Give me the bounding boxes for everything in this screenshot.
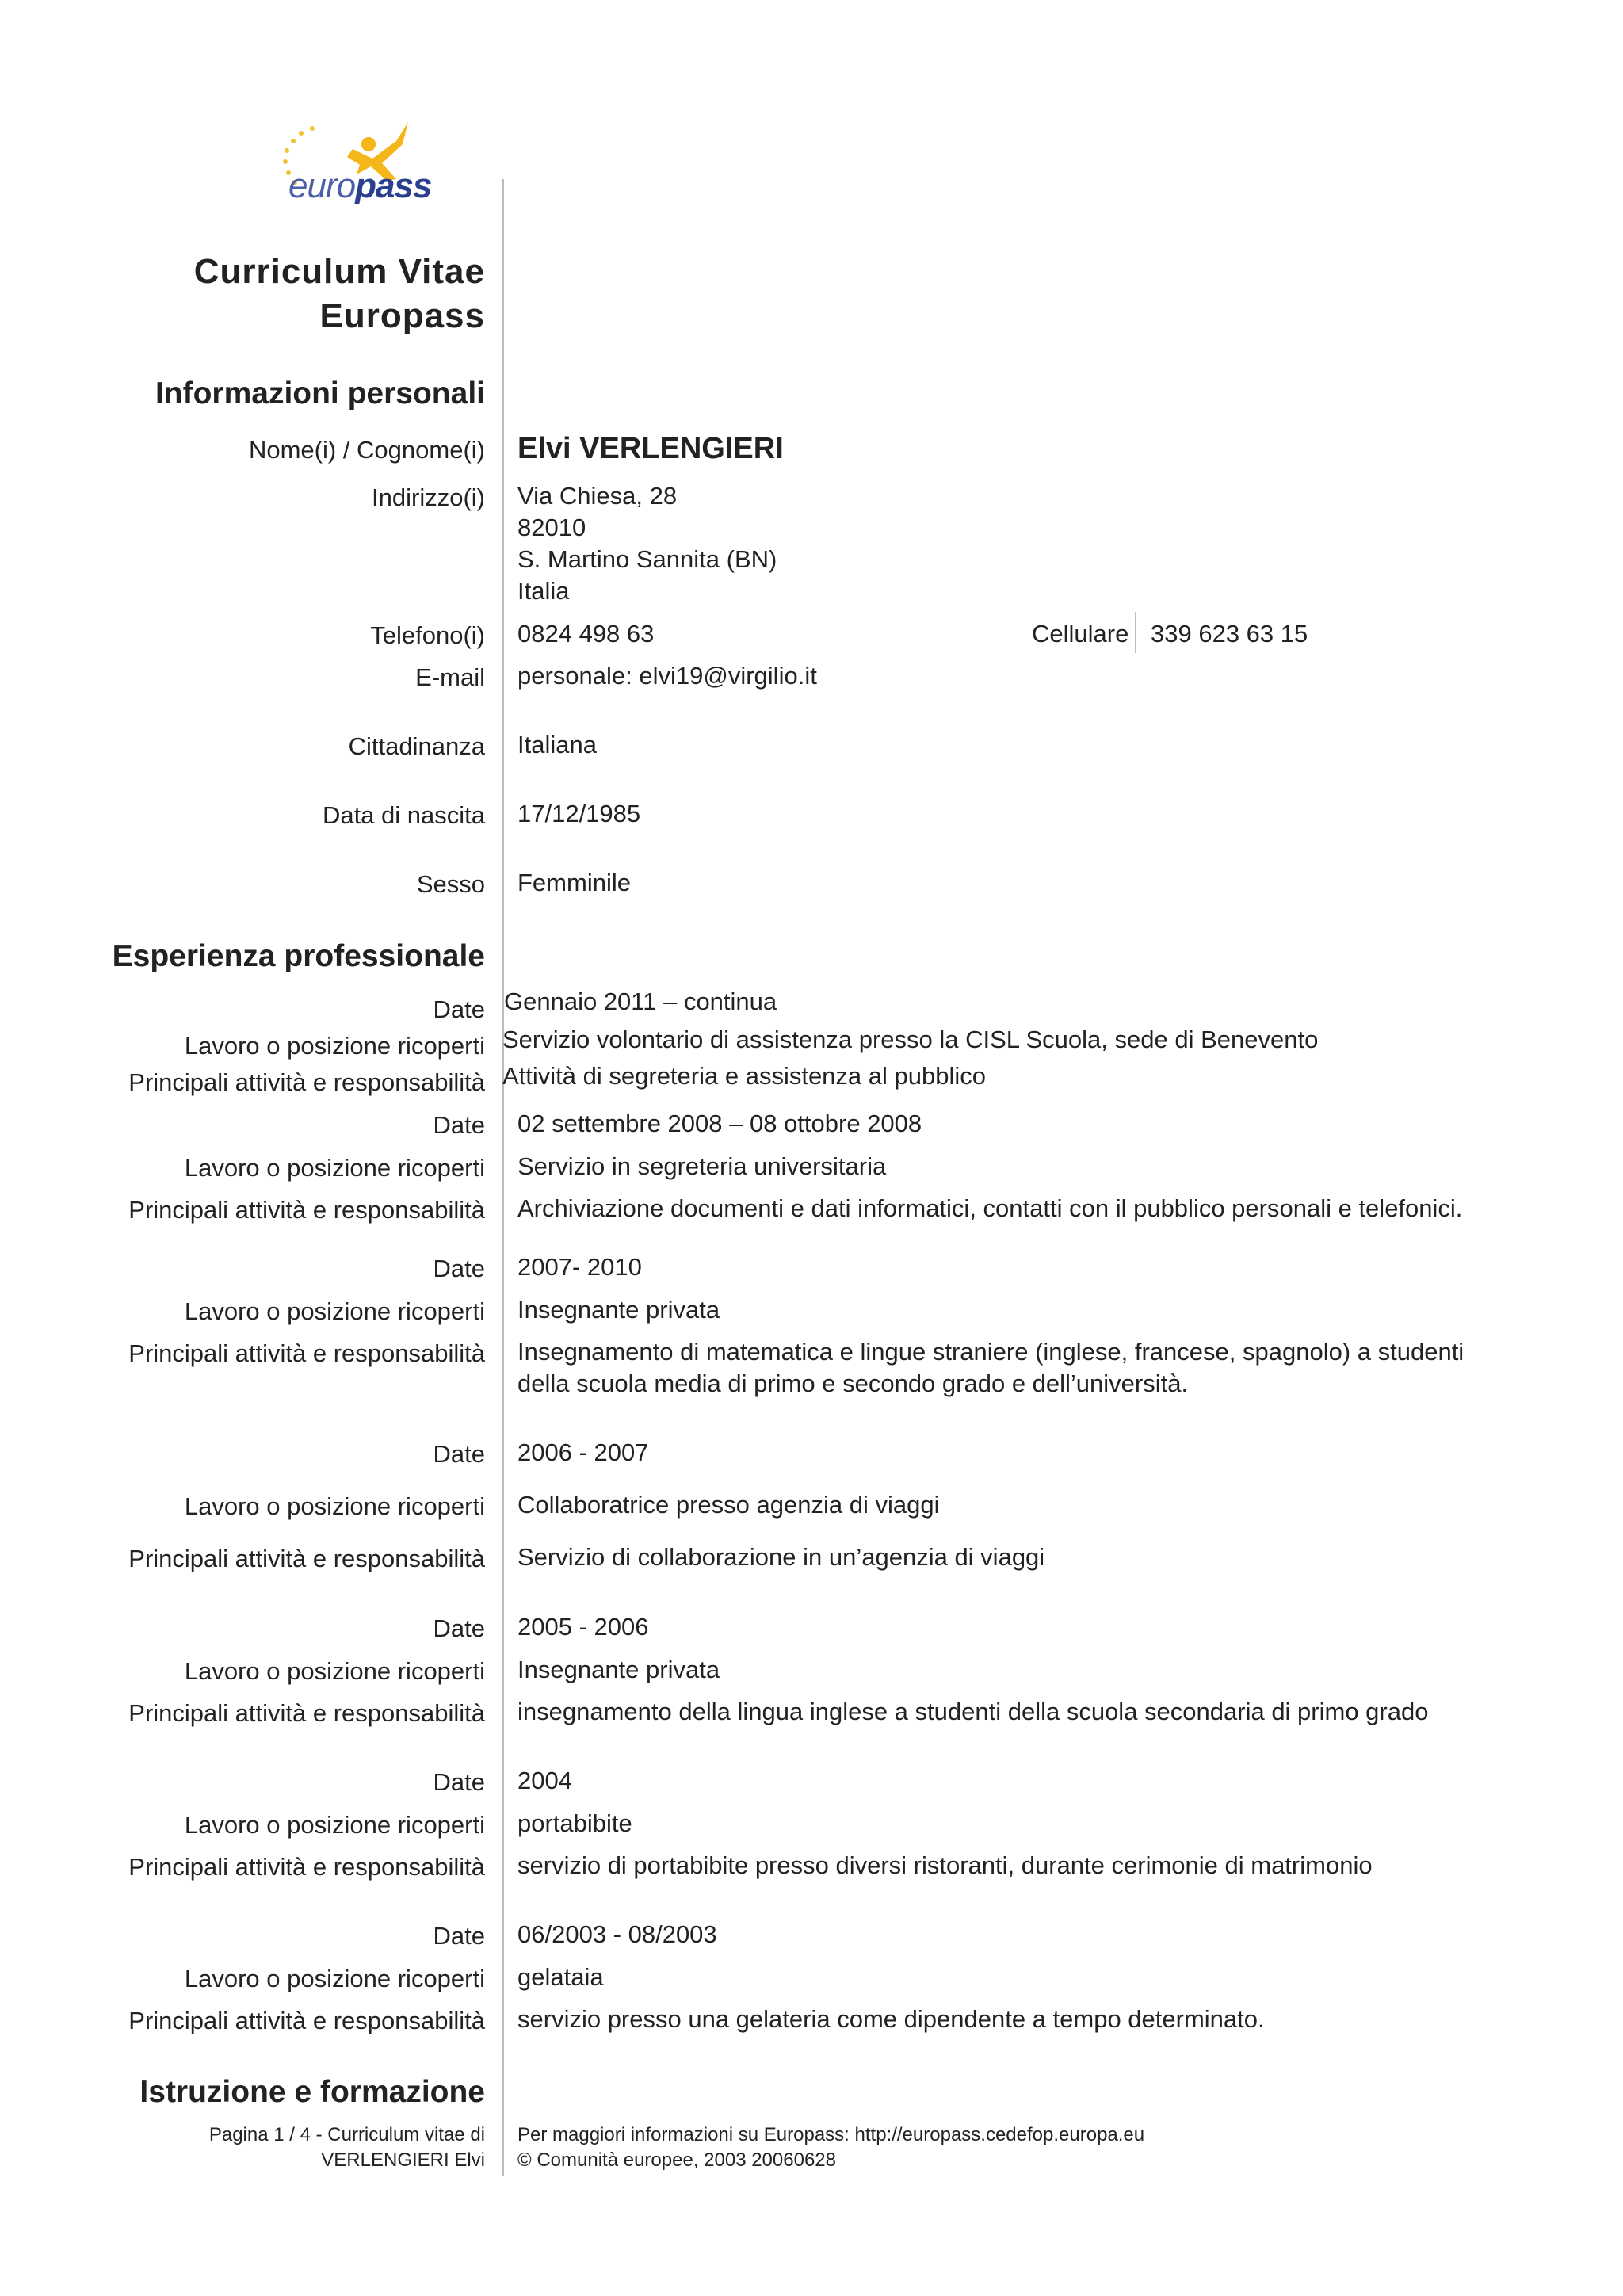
experience-date: Gennaio 2011 – continua	[504, 988, 777, 1015]
column-divider	[502, 179, 504, 2176]
duties-label: Principali attività e responsabilità	[128, 1339, 485, 1367]
email-label: E-mail	[415, 663, 485, 691]
duties-label: Principali attività e responsabilità	[128, 1068, 485, 1096]
title-line-2: Europass	[319, 296, 485, 335]
experience-job: Insegnante privata	[517, 1656, 720, 1683]
duties-label: Principali attività e responsabilità	[128, 2007, 485, 2034]
mobile-value: 339 623 63 15	[1151, 620, 1308, 648]
footer-copyright: © Comunità europee, 2003 20060628	[517, 2149, 836, 2171]
duties-label: Principali attività e responsabilità	[128, 1699, 485, 1727]
date-label: Date	[433, 1111, 485, 1139]
footer-page-line-1: Pagina 1 / 4 - Curriculum vitae di	[208, 2124, 485, 2145]
date-label: Date	[433, 1922, 485, 1950]
birth-date-label: Data di nascita	[322, 801, 485, 829]
birth-date-value: 17/12/1985	[517, 800, 641, 827]
section-education: Istruzione e formazione	[139, 2075, 485, 2109]
job-label: Lavoro o posizione ricoperti	[184, 1032, 485, 1060]
experience-duties: Servizio di collaborazione in un’agenzia di viaggi	[517, 1543, 1045, 1571]
experience-duties: Insegnamento di matematica e lingue straniere (inglese, francese, spagnolo) a studenti della scuola media di primo e secondo grado e dell’università.	[517, 1338, 1465, 1397]
cv-title	[194, 250, 485, 338]
name-label: Nome(i) / Cognome(i)	[248, 436, 485, 464]
footer-page-info	[209, 2122, 485, 2173]
job-label: Lavoro o posizione ricoperti	[184, 1492, 485, 1520]
experience-date: 06/2003 - 08/2003	[517, 1920, 717, 1948]
date-label: Date	[433, 1440, 485, 1468]
footer-page-line-2: VERLENGIERI Elvi	[321, 2149, 485, 2171]
footer-europass-info	[517, 2122, 1144, 2173]
experience-job: Servizio in segreteria universitaria	[517, 1152, 887, 1180]
experience-job: Servizio volontario di assistenza presso la CISL Scuola, sede di Benevento	[502, 1026, 1319, 1053]
experience-job: Insegnante privata	[517, 1296, 720, 1324]
experience-duties: Attività di segreteria e assistenza al pubblico	[502, 1062, 986, 1090]
footer-info-link[interactable]: Per maggiori informazioni su Europass: http://europass.cedefop.europa.eu	[517, 2124, 1145, 2145]
address-label: Indirizzo(i)	[372, 483, 485, 511]
experience-job: portabibite	[517, 1809, 632, 1837]
experience-duties: Archiviazione documenti e dati informatici, contatti con il pubblico personali e telefonici.	[517, 1194, 1463, 1222]
job-label: Lavoro o posizione ricoperti	[184, 1965, 485, 1992]
experience-date: 2005 - 2006	[517, 1613, 649, 1641]
address-line: Italia	[517, 577, 570, 605]
mobile-label: Cellulare	[1032, 620, 1129, 648]
sex-value: Femminile	[517, 869, 631, 896]
logo-wordmark: europass	[288, 166, 432, 205]
title-line-1: Curriculum Vitae	[193, 252, 485, 291]
experience-date: 2007- 2010	[517, 1253, 642, 1281]
sex-label: Sesso	[416, 870, 485, 898]
duties-label: Principali attività e responsabilità	[128, 1853, 485, 1881]
address-line: S. Martino Sannita (BN)	[517, 545, 777, 573]
experience-duties: servizio di portabibite presso diversi ristoranti, durante cerimonie di matrimonio	[517, 1851, 1373, 1879]
citizenship-value: Italiana	[517, 731, 597, 758]
address-line: Via Chiesa, 28	[517, 482, 678, 510]
email-value: personale: elvi19@virgilio.it	[517, 662, 817, 690]
experience-date: 2004	[517, 1767, 572, 1794]
job-label: Lavoro o posizione ricoperti	[184, 1154, 485, 1182]
name-value: Elvi VERLENGIERI	[517, 432, 784, 465]
experience-duties: servizio presso una gelateria come dipendente a tempo determinato.	[517, 2005, 1265, 2033]
mobile-separator	[1135, 612, 1136, 653]
job-label: Lavoro o posizione ricoperti	[184, 1657, 485, 1685]
date-label: Date	[433, 1768, 485, 1796]
address-line: 82010	[517, 514, 586, 541]
date-label: Date	[433, 1255, 485, 1282]
section-personal-info: Informazioni personali	[155, 376, 485, 411]
experience-date: 02 settembre 2008 – 08 ottobre 2008	[517, 1110, 922, 1137]
date-label: Date	[433, 995, 485, 1023]
experience-date: 2006 - 2007	[517, 1438, 649, 1466]
europass-logo	[277, 117, 468, 224]
phone-value: 0824 498 63	[517, 620, 655, 648]
experience-job: Collaboratrice presso agenzia di viaggi	[517, 1491, 940, 1519]
duties-label: Principali attività e responsabilità	[128, 1545, 485, 1572]
footer-divider	[502, 2121, 504, 2176]
phone-label: Telefono(i)	[370, 621, 485, 649]
experience-job: gelataia	[517, 1963, 604, 1991]
job-label: Lavoro o posizione ricoperti	[184, 1811, 485, 1839]
citizenship-label: Cittadinanza	[348, 732, 485, 760]
section-experience: Esperienza professionale	[112, 939, 485, 973]
date-label: Date	[433, 1614, 485, 1642]
experience-duties: insegnamento della lingua inglese a studenti della scuola secondaria di primo grado	[517, 1698, 1429, 1725]
address-value	[517, 480, 777, 607]
job-label: Lavoro o posizione ricoperti	[184, 1297, 485, 1325]
duties-label: Principali attività e responsabilità	[128, 1196, 485, 1224]
